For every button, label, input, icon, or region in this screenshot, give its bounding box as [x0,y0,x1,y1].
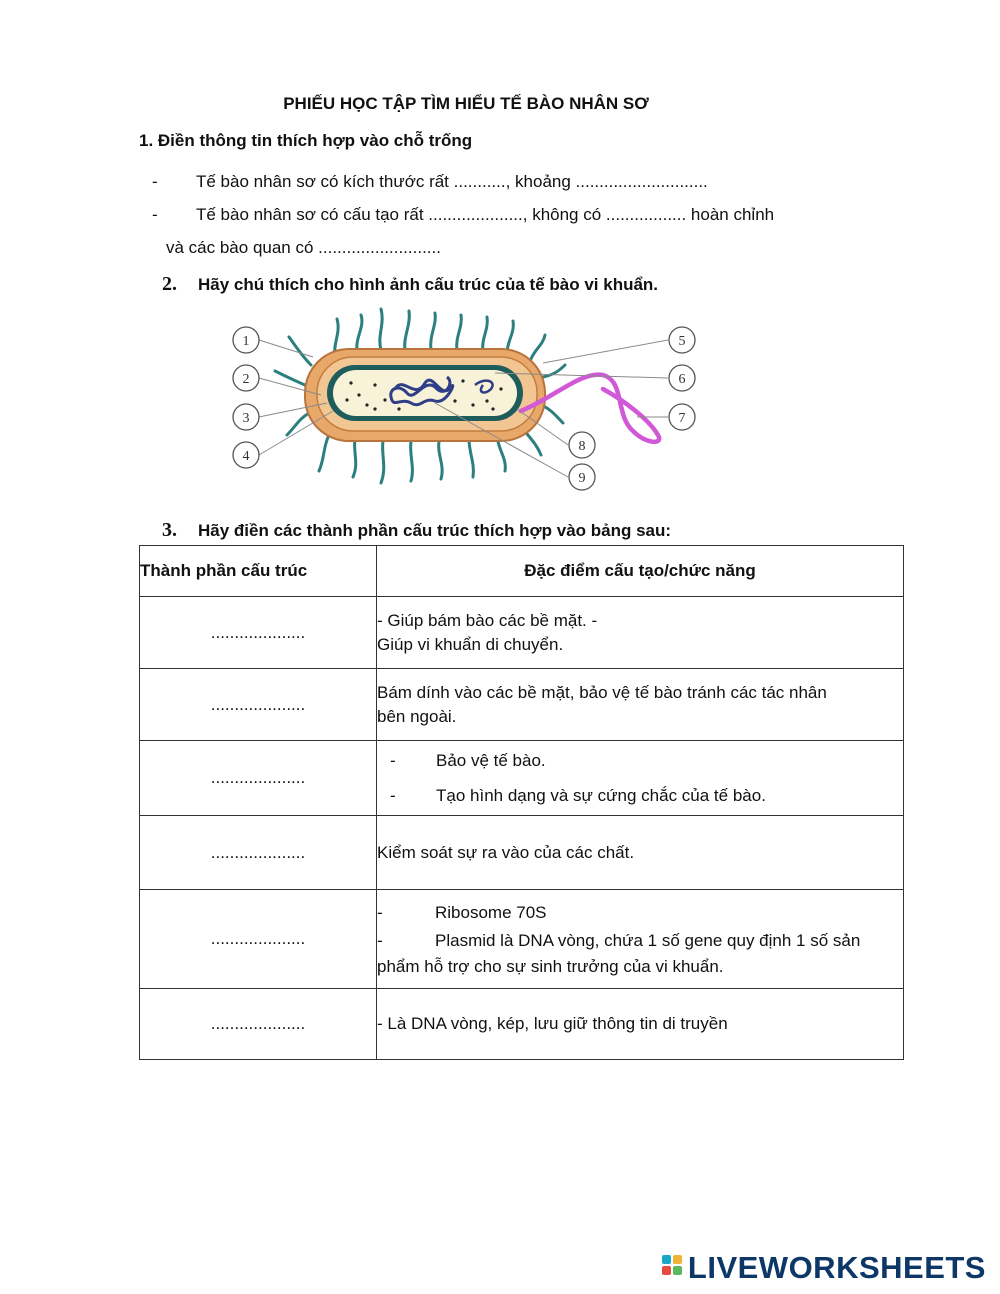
header-function: Đặc điểm cấu tạo/chức năng [377,546,904,597]
diagram-label-3: 3 [242,411,250,426]
answer-blank[interactable]: .................... [140,816,377,890]
row-description: - Là DNA vòng, kép, lưu giữ thông tin di truyền [377,989,904,1060]
diagram-label-1: 1 [242,334,250,349]
fill-line-3: và các bào quan có .......................... [166,238,441,257]
header-structure: Thành phần cấu trúc [140,546,377,597]
structure-table [139,545,904,1060]
desc-item [377,927,903,955]
diagram-label-4: 4 [242,449,250,464]
desc-item-text: Ribosome 70S [435,903,547,922]
desc-item-continuation: phẩm hỗ trợ cho sự sinh trưởng của vi khuẩn. [377,957,724,976]
diagram-label-9: 9 [578,471,586,486]
bacteria-diagram [225,305,705,495]
fill-line-2 [152,205,774,225]
desc-line: - Giúp bám bào các bề mặt. - [377,610,598,630]
section3-heading: Hãy điền các thành phần cấu trúc thích hợp vào bảng sau: [198,521,672,540]
section3-heading-row [162,519,671,542]
table-row [140,890,904,989]
section2-number: 2. [162,273,177,295]
answer-blank[interactable]: .................... [140,989,377,1060]
desc-line: Giúp vi khuẩn di chuyển. [377,634,564,654]
fill-line-2-text: Tế bào nhân sơ có cấu tạo rất ...................., không có ................. hoàn chỉnh [196,205,775,224]
fill-line-1-text: Tế bào nhân sơ có kích thước rất ..........., khoảng ............................ [196,172,708,191]
logo-mark-icon [662,1255,684,1281]
answer-blank[interactable]: .................... [140,890,377,989]
dash-bullet: - [390,751,396,770]
table-row [140,597,904,669]
section2-heading: Hãy chú thích cho hình ảnh cấu trúc của tế bào vi khuẩn. [198,275,659,294]
liveworksheets-logo[interactable] [662,1250,986,1286]
table-row [140,816,904,890]
section3-number: 3. [162,519,177,541]
desc-item-text: Bảo vệ tế bào. [436,751,546,770]
diagram-label-2: 2 [242,372,250,387]
diagram-label-8: 8 [578,439,586,454]
dash-bullet: - [377,903,383,922]
cytoplasm-shape [333,370,517,416]
desc-item-text: Tạo hình dạng và sự cứng chắc của tế bào. [436,786,766,805]
answer-blank[interactable]: .................... [140,741,377,816]
diagram-label-5: 5 [678,334,686,349]
desc-line: Bám dính vào các bề mặt, bảo vệ tế bào tránh các tác nhân [377,682,827,702]
desc-item [377,743,903,778]
table-row [140,669,904,741]
row-description [377,597,904,669]
answer-blank[interactable]: .................... [140,597,377,669]
desc-item-text: Plasmid là DNA vòng, chứa 1 số gene quy định 1 số sản [435,931,861,950]
desc-item [377,899,903,927]
logo-text: LIVEWORKSHEETS [687,1250,986,1285]
desc-item [377,778,903,813]
table-row [140,741,904,816]
row-description [377,741,904,816]
dash-bullet: - [152,205,158,224]
diagram-label-6: 6 [678,372,686,387]
table-header-row [140,546,904,597]
desc-line: bên ngoài. [377,706,457,726]
table-row [140,989,904,1060]
section1-heading: 1. Điền thông tin thích hợp vào chỗ trống [139,131,473,150]
dash-bullet: - [390,786,396,805]
row-description [377,890,904,989]
dash-bullet: - [152,172,158,191]
page-title: PHIẾU HỌC TẬP TÌM HIỂU TẾ BÀO NHÂN SƠ [283,94,649,113]
section2-heading-row [162,273,658,296]
fill-line-1 [152,172,708,192]
diagram-label-7: 7 [678,411,686,426]
row-description [377,669,904,741]
row-description: Kiểm soát sự ra vào của các chất. [377,816,904,890]
dash-bullet: - [377,931,383,950]
answer-blank[interactable]: .................... [140,669,377,741]
